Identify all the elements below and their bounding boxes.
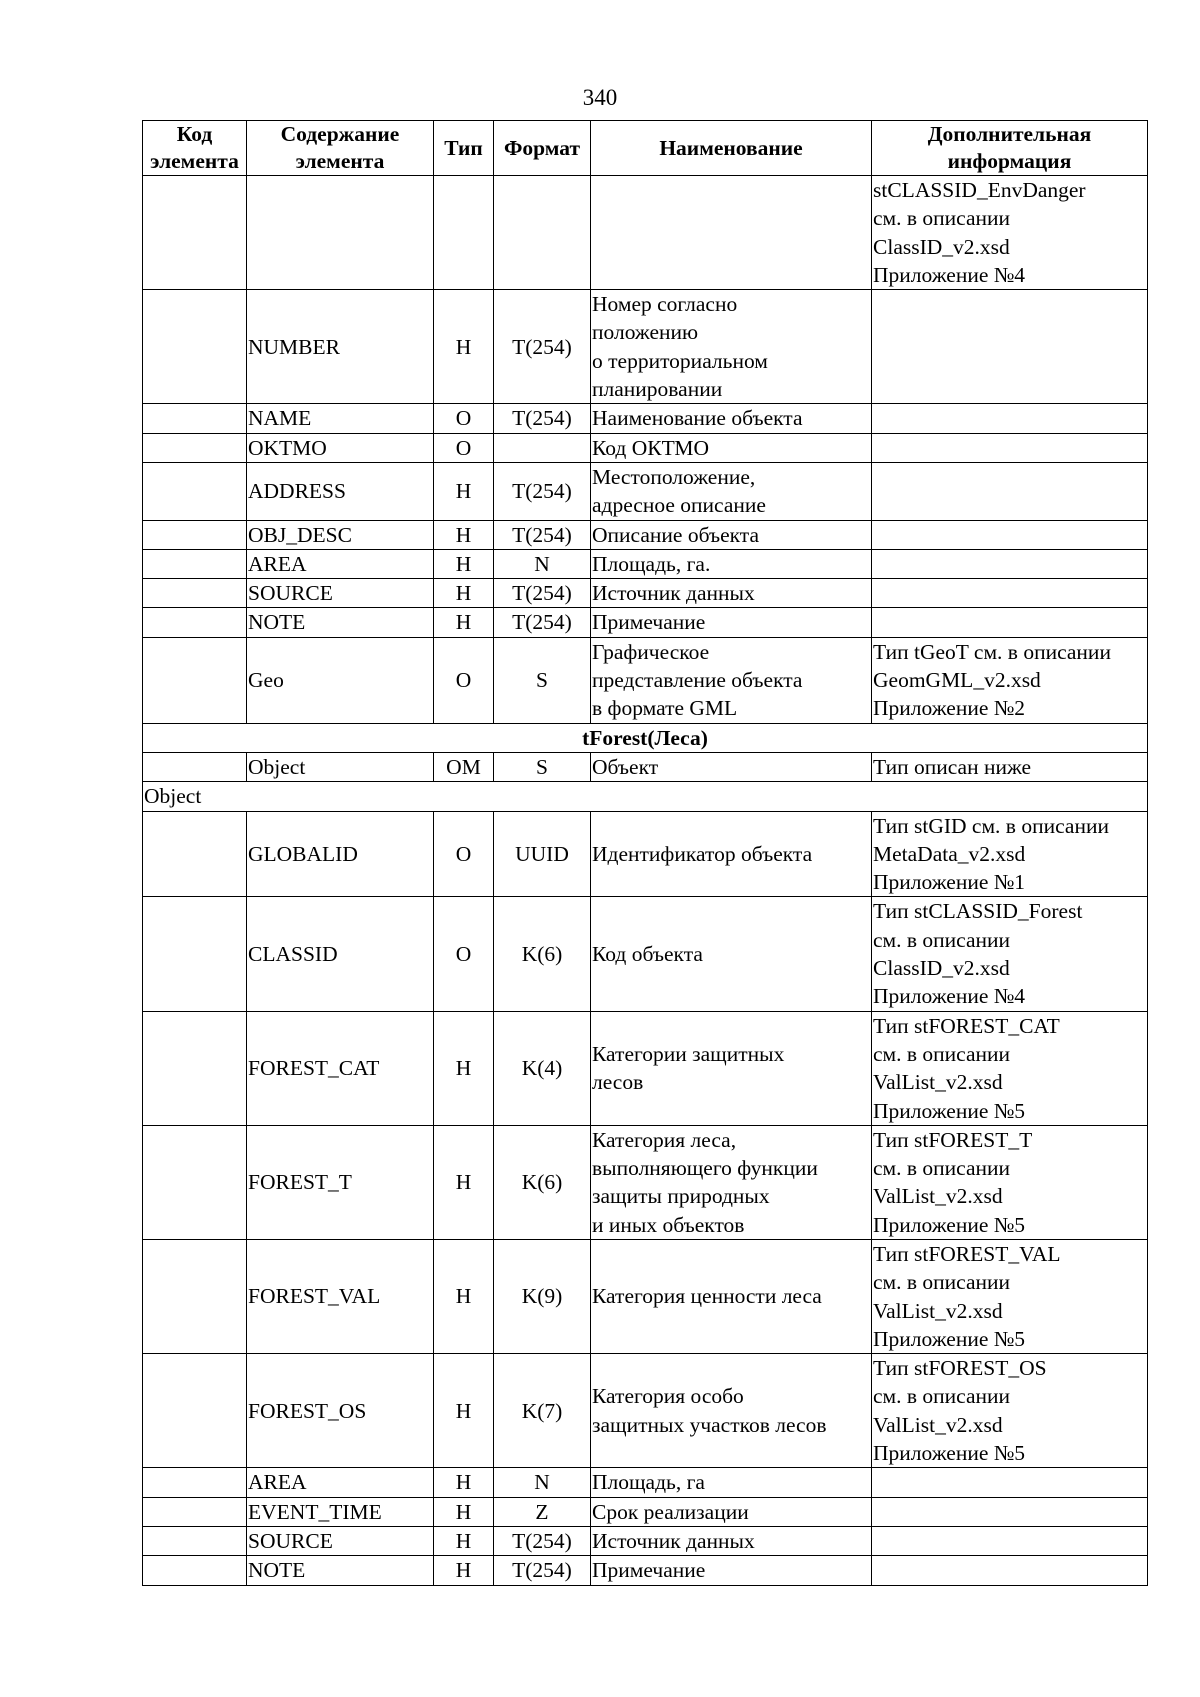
cell-name: Наименование объекта [591, 404, 872, 433]
cell-info [872, 1556, 1148, 1585]
cell-element: SOURCE [247, 1526, 434, 1555]
cell-type: Н [434, 1011, 494, 1125]
cell-code [143, 1526, 247, 1555]
cell-info [872, 579, 1148, 608]
table-row [143, 1497, 1148, 1526]
cell-type: Н [434, 608, 494, 637]
cell-type: О [434, 637, 494, 723]
table-row [143, 404, 1148, 433]
data-table [142, 120, 1148, 1586]
header-name: Наименование [591, 121, 872, 176]
cell-element: FOREST_OS [247, 1354, 434, 1468]
cell-format: T(254) [494, 579, 591, 608]
cell-code [143, 290, 247, 404]
cell-code [143, 752, 247, 781]
cell-name: Категории защитных лесов [591, 1011, 872, 1125]
cell-element: Geo [247, 637, 434, 723]
cell-info [872, 462, 1148, 520]
cell-info [872, 549, 1148, 578]
cell-name: Номер согласно положению о территориальном планировании [591, 290, 872, 404]
header-format: Формат [494, 121, 591, 176]
cell-code [143, 811, 247, 897]
cell-name [591, 176, 872, 290]
cell-type: Н [434, 1125, 494, 1239]
cell-element [247, 176, 434, 290]
cell-type: Н [434, 520, 494, 549]
table-row [143, 752, 1148, 781]
cell-format: T(254) [494, 404, 591, 433]
cell-format: T(254) [494, 520, 591, 549]
cell-info [872, 404, 1148, 433]
cell-format: K(6) [494, 1125, 591, 1239]
cell-element: FOREST_CAT [247, 1011, 434, 1125]
cell-name: Площадь, га [591, 1468, 872, 1497]
cell-info [872, 520, 1148, 549]
cell-element: NOTE [247, 608, 434, 637]
table-row [143, 520, 1148, 549]
cell-element: EVENT_TIME [247, 1497, 434, 1526]
cell-code [143, 462, 247, 520]
cell-element: CLASSID [247, 897, 434, 1011]
cell-element: NAME [247, 404, 434, 433]
cell-code [143, 404, 247, 433]
cell-format: T(254) [494, 608, 591, 637]
table-row [143, 1526, 1148, 1555]
cell-code [143, 433, 247, 462]
cell-code [143, 608, 247, 637]
table-row [143, 608, 1148, 637]
cell-info: Тип stGID см. в описании MetaData_v2.xsd Приложение №1 [872, 811, 1148, 897]
cell-type: Н [434, 1354, 494, 1468]
cell-code [143, 897, 247, 1011]
cell-format: T(254) [494, 290, 591, 404]
cell-type: О [434, 404, 494, 433]
cell-format: K(6) [494, 897, 591, 1011]
table-row [143, 1556, 1148, 1585]
cell-type: Н [434, 1497, 494, 1526]
cell-element: SOURCE [247, 579, 434, 608]
cell-format: T(254) [494, 462, 591, 520]
cell-name: Площадь, га. [591, 549, 872, 578]
cell-code [143, 549, 247, 578]
cell-type: Н [434, 579, 494, 608]
table-row [143, 433, 1148, 462]
cell-element: FOREST_T [247, 1125, 434, 1239]
cell-format: T(254) [494, 1556, 591, 1585]
cell-format [494, 176, 591, 290]
table-row [143, 637, 1148, 723]
cell-code [143, 579, 247, 608]
cell-element: OBJ_DESC [247, 520, 434, 549]
cell-type: Н [434, 290, 494, 404]
cell-type: Н [434, 1526, 494, 1555]
cell-code [143, 1239, 247, 1353]
section-title-row [143, 723, 1148, 752]
cell-info: Тип описан ниже [872, 752, 1148, 781]
table-section [143, 723, 1148, 811]
cell-name: Источник данных [591, 579, 872, 608]
header-row [143, 121, 1148, 176]
cell-info: Тип stFOREST_T см. в описании ValList_v2.xsd Приложение №5 [872, 1125, 1148, 1239]
header-type: Тип [434, 121, 494, 176]
cell-info [872, 608, 1148, 637]
cell-name: Описание объекта [591, 520, 872, 549]
table-body-bottom [143, 811, 1148, 1585]
cell-format: N [494, 1468, 591, 1497]
cell-element: AREA [247, 1468, 434, 1497]
cell-name: Графическое представление объекта в формате GML [591, 637, 872, 723]
table-row [143, 1468, 1148, 1497]
cell-info [872, 1526, 1148, 1555]
cell-name: Примечание [591, 1556, 872, 1585]
cell-info [872, 1468, 1148, 1497]
cell-name: Категория ценности леса [591, 1239, 872, 1353]
cell-info [872, 433, 1148, 462]
cell-name: Источник данных [591, 1526, 872, 1555]
cell-info: Тип stFOREST_CAT см. в описании ValList_v2.xsd Приложение №5 [872, 1011, 1148, 1125]
cell-element: NOTE [247, 1556, 434, 1585]
cell-format: K(7) [494, 1354, 591, 1468]
cell-name: Идентификатор объекта [591, 811, 872, 897]
cell-format: T(254) [494, 1526, 591, 1555]
cell-element: GLOBALID [247, 811, 434, 897]
cell-format: N [494, 549, 591, 578]
cell-info: stCLASSID_EnvDanger см. в описании ClassID_v2.xsd Приложение №4 [872, 176, 1148, 290]
cell-format: K(9) [494, 1239, 591, 1353]
cell-code [143, 1556, 247, 1585]
cell-info: Тип stCLASSID_Forest см. в описании ClassID_v2.xsd Приложение №4 [872, 897, 1148, 1011]
cell-element: FOREST_VAL [247, 1239, 434, 1353]
cell-type: Н [434, 1468, 494, 1497]
cell-format: K(4) [494, 1011, 591, 1125]
table-row [143, 549, 1148, 578]
cell-code [143, 176, 247, 290]
cell-type: Н [434, 1239, 494, 1353]
header-element: Содержание элемента [247, 121, 434, 176]
cell-type: О [434, 433, 494, 462]
table-row [143, 1125, 1148, 1239]
cell-type: Н [434, 462, 494, 520]
cell-info: Тип tGeoT см. в описании GeomGML_v2.xsd Приложение №2 [872, 637, 1148, 723]
cell-name: Примечание [591, 608, 872, 637]
cell-info: Тип stFOREST_VAL см. в описании ValList_v2.xsd Приложение №5 [872, 1239, 1148, 1353]
cell-element: OKTMO [247, 433, 434, 462]
cell-name: Категория особо защитных участков лесов [591, 1354, 872, 1468]
cell-type: О [434, 811, 494, 897]
object-label-row [143, 782, 1148, 811]
cell-info [872, 290, 1148, 404]
cell-code [143, 1354, 247, 1468]
cell-code [143, 1011, 247, 1125]
cell-name: Местоположение, адресное описание [591, 462, 872, 520]
cell-format [494, 433, 591, 462]
table-row [143, 290, 1148, 404]
cell-format: Z [494, 1497, 591, 1526]
page-number: 340 [582, 85, 618, 110]
cell-name: Код ОКТМО [591, 433, 872, 462]
object-label: Object [143, 782, 1148, 811]
table-row [143, 1354, 1148, 1468]
cell-code [143, 1497, 247, 1526]
cell-element: ADDRESS [247, 462, 434, 520]
cell-type: О [434, 897, 494, 1011]
table-row [143, 462, 1148, 520]
table-body-top [143, 176, 1148, 724]
cell-format: UUID [494, 811, 591, 897]
cell-type: Н [434, 1556, 494, 1585]
table-row [143, 1011, 1148, 1125]
cell-name: Код объекта [591, 897, 872, 1011]
cell-code [143, 1125, 247, 1239]
cell-code [143, 520, 247, 549]
table-row [143, 1239, 1148, 1353]
table-row [143, 176, 1148, 290]
header-info: Дополнительная информация [872, 121, 1148, 176]
cell-format: S [494, 637, 591, 723]
cell-info: Тип stFOREST_OS см. в описании ValList_v2.xsd Приложение №5 [872, 1354, 1148, 1468]
cell-code [143, 1468, 247, 1497]
cell-type: Н [434, 549, 494, 578]
cell-code [143, 637, 247, 723]
cell-element: NUMBER [247, 290, 434, 404]
cell-info [872, 1497, 1148, 1526]
cell-type [434, 176, 494, 290]
header-code: Код элемента [143, 121, 247, 176]
table-row [143, 811, 1148, 897]
cell-element: Object [247, 752, 434, 781]
table-row [143, 579, 1148, 608]
cell-name: Объект [591, 752, 872, 781]
cell-name: Категория леса, выполняющего функции защиты природных и иных объектов [591, 1125, 872, 1239]
cell-format: S [494, 752, 591, 781]
section-title: tForest(Леса) [143, 723, 1148, 752]
cell-name: Срок реализации [591, 1497, 872, 1526]
cell-element: AREA [247, 549, 434, 578]
cell-type: ОМ [434, 752, 494, 781]
table-row [143, 897, 1148, 1011]
